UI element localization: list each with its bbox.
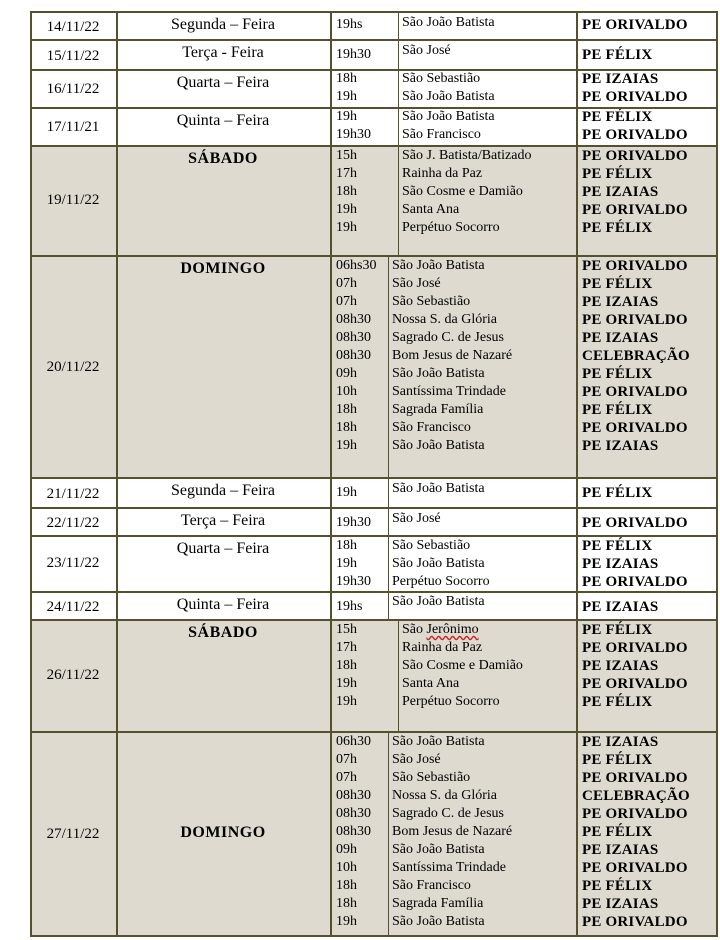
mass-time: 18h — [336, 896, 357, 911]
row-date: 27/11/22 — [46, 826, 100, 842]
row-date: 26/11/22 — [46, 667, 100, 683]
mass-time: 18h — [336, 658, 357, 673]
mass-time: 09h — [336, 366, 357, 381]
row-date: 17/11/21 — [46, 119, 100, 135]
row-divider — [30, 507, 718, 509]
mass-priest: PE ORIVALDO — [582, 640, 688, 656]
row-date: 15/11/22 — [46, 48, 100, 64]
mass-priest: CELEBRAÇÃO — [582, 788, 690, 804]
mass-priest: PE IZAIAS — [582, 556, 659, 572]
column-divider — [576, 12, 578, 40]
row-weekday: Quarta – Feira — [176, 540, 270, 557]
column-divider — [398, 146, 399, 256]
mass-church: São Francisco — [402, 127, 481, 142]
mass-priest: PE FÉLIX — [582, 166, 653, 182]
mass-priest: PE FÉLIX — [582, 752, 653, 768]
row-divider — [30, 11, 718, 13]
mass-time: 08h30 — [336, 788, 371, 803]
mass-priest: PE FÉLIX — [582, 878, 653, 894]
column-divider — [116, 108, 118, 146]
mass-priest: PE FÉLIX — [582, 109, 653, 125]
row-date: 16/11/22 — [46, 81, 100, 97]
column-divider — [388, 478, 389, 508]
mass-church: Santa Ana — [402, 202, 460, 217]
column-divider — [330, 536, 332, 592]
column-divider — [330, 256, 332, 478]
column-divider — [576, 146, 578, 256]
column-divider — [576, 536, 578, 592]
column-divider — [116, 12, 118, 40]
row-weekday: DOMINGO — [180, 824, 266, 841]
row-divider — [30, 477, 718, 479]
column-divider — [716, 40, 718, 70]
mass-time: 19h30 — [336, 574, 371, 589]
column-divider — [716, 620, 718, 732]
mass-church: São João Batista — [392, 438, 485, 453]
mass-priest: PE ORIVALDO — [582, 676, 688, 692]
schedule-row — [30, 256, 718, 478]
mass-time: 19h — [336, 202, 357, 217]
row-date: 20/11/22 — [46, 359, 100, 375]
mass-church: Perpétuo Socorro — [402, 694, 500, 709]
row-date: 21/11/22 — [46, 486, 100, 502]
mass-time: 10h — [336, 384, 357, 399]
row-date: 14/11/22 — [46, 19, 100, 35]
mass-priest: PE FÉLIX — [582, 47, 653, 63]
mass-time: 06h30 — [336, 734, 371, 749]
column-divider — [576, 592, 578, 620]
mass-priest: PE IZAIAS — [582, 71, 659, 87]
column-divider — [398, 70, 399, 108]
mass-church: Bom Jesus de Nazaré — [392, 824, 513, 839]
column-divider — [388, 536, 389, 592]
mass-church: São J. Batista/Batizado — [402, 148, 532, 163]
row-weekday: Segunda – Feira — [171, 482, 275, 499]
mass-priest: CELEBRAÇÃO — [582, 348, 690, 364]
column-divider — [576, 732, 578, 936]
mass-priest: PE FÉLIX — [582, 538, 653, 554]
column-divider — [716, 146, 718, 256]
mass-church: Rainha da Paz — [402, 640, 483, 655]
column-divider — [716, 536, 718, 592]
column-divider — [116, 40, 118, 70]
column-divider — [576, 620, 578, 732]
mass-church: São Jerônimo — [402, 622, 479, 637]
mass-church: Bom Jesus de Nazaré — [392, 348, 513, 363]
row-divider — [30, 935, 718, 937]
mass-time: 18h — [336, 420, 357, 435]
column-divider — [330, 732, 332, 936]
mass-priest: PE IZAIAS — [582, 842, 659, 858]
column-divider — [30, 732, 32, 936]
mass-church: Nossa S. da Glória — [392, 788, 497, 803]
mass-church: São João Batista — [392, 556, 485, 571]
mass-time: 19h30 — [336, 47, 371, 62]
column-divider — [330, 508, 332, 536]
mass-church: Sagrada Família — [392, 402, 484, 417]
mass-church: São José — [392, 511, 441, 526]
mass-church: São Cosme e Damião — [402, 658, 523, 673]
row-weekday: Terça – Feira — [180, 512, 266, 529]
mass-time: 19h — [336, 485, 357, 500]
mass-priest: PE FÉLIX — [582, 276, 653, 292]
mass-time: 19h — [336, 438, 357, 453]
column-divider — [576, 256, 578, 478]
mass-church: São João Batista — [392, 481, 485, 496]
schedule-row — [30, 478, 718, 508]
mass-time: 08h30 — [336, 330, 371, 345]
mass-church: São Francisco — [392, 420, 471, 435]
mass-church: São João Batista — [402, 89, 495, 104]
mass-time: 19h — [336, 109, 357, 124]
column-divider — [30, 12, 32, 40]
mass-priest: PE ORIVALDO — [582, 420, 688, 436]
row-date: 23/11/22 — [46, 555, 100, 571]
mass-church: São José — [392, 752, 441, 767]
schedule-row — [30, 592, 718, 620]
mass-priest: PE ORIVALDO — [582, 202, 688, 218]
mass-church: Santíssima Trindade — [392, 384, 506, 399]
mass-priest: PE FÉLIX — [582, 485, 653, 501]
column-divider — [576, 508, 578, 536]
mass-church: São José — [392, 276, 441, 291]
mass-priest: PE ORIVALDO — [582, 384, 688, 400]
mass-church: São Cosme e Damião — [402, 184, 523, 199]
mass-time: 08h30 — [336, 312, 371, 327]
row-divider — [30, 145, 718, 147]
mass-time: 07h — [336, 752, 357, 767]
mass-time: 18h — [336, 878, 357, 893]
mass-time: 15h — [336, 148, 357, 163]
mass-time: 18h — [336, 71, 357, 86]
column-divider — [116, 146, 118, 256]
column-divider — [116, 508, 118, 536]
mass-time: 19h30 — [336, 515, 371, 530]
column-divider — [330, 478, 332, 508]
mass-church: Sagrado C. de Jesus — [392, 330, 504, 345]
row-weekday: Terça - Feira — [182, 44, 264, 61]
column-divider — [716, 508, 718, 536]
mass-church: São Sebastião — [402, 71, 481, 86]
mass-time: 07h — [336, 294, 357, 309]
row-divider — [30, 619, 718, 621]
mass-priest: PE ORIVALDO — [582, 515, 688, 531]
column-divider — [30, 536, 32, 592]
column-divider — [30, 256, 32, 478]
mass-priest: PE IZAIAS — [582, 438, 659, 454]
mass-priest: PE IZAIAS — [582, 599, 659, 615]
mass-church: São João Batista — [392, 914, 485, 929]
column-divider — [330, 620, 332, 732]
mass-church: São Sebastião — [392, 294, 471, 309]
mass-church: São Sebastião — [392, 538, 471, 553]
mass-time: 19hs — [336, 17, 363, 32]
column-divider — [716, 108, 718, 146]
row-weekday: SÁBADO — [188, 624, 258, 641]
column-divider — [576, 70, 578, 108]
mass-priest: PE ORIVALDO — [582, 574, 688, 590]
mass-time: 18h — [336, 184, 357, 199]
row-divider — [30, 39, 718, 41]
mass-priest: PE IZAIAS — [582, 330, 659, 346]
mass-church: São Sebastião — [392, 770, 471, 785]
row-weekday: Quarta – Feira — [176, 74, 270, 91]
mass-time: 19h — [336, 694, 357, 709]
mass-time: 19h30 — [336, 127, 371, 142]
mass-priest: PE ORIVALDO — [582, 806, 688, 822]
row-divider — [30, 107, 718, 109]
column-divider — [30, 478, 32, 508]
mass-priest: PE ORIVALDO — [582, 148, 688, 164]
mass-church: Rainha da Paz — [402, 166, 483, 181]
mass-church: São João Batista — [392, 366, 485, 381]
mass-time: 19h — [336, 556, 357, 571]
row-weekday: SÁBADO — [188, 150, 258, 167]
column-divider — [330, 108, 332, 146]
schedule-row — [30, 146, 718, 256]
column-divider — [30, 592, 32, 620]
column-divider — [116, 256, 118, 478]
mass-priest: PE FÉLIX — [582, 366, 653, 382]
schedule-row — [30, 508, 718, 536]
mass-time: 17h — [336, 640, 357, 655]
mass-time: 06hs30 — [336, 258, 377, 273]
column-divider — [30, 108, 32, 146]
column-divider — [330, 40, 332, 70]
column-divider — [30, 620, 32, 732]
row-date: 22/11/22 — [46, 515, 100, 531]
mass-time: 18h — [336, 538, 357, 553]
column-divider — [716, 256, 718, 478]
mass-priest: PE ORIVALDO — [582, 89, 688, 105]
mass-priest: PE IZAIAS — [582, 734, 659, 750]
column-divider — [30, 40, 32, 70]
column-divider — [116, 732, 118, 936]
mass-time: 08h30 — [336, 824, 371, 839]
row-divider — [30, 255, 718, 257]
column-divider — [330, 592, 332, 620]
column-divider — [716, 592, 718, 620]
column-divider — [116, 70, 118, 108]
schedule-row — [30, 620, 718, 732]
column-divider — [398, 620, 399, 732]
mass-time: 19h — [336, 914, 357, 929]
mass-priest: PE ORIVALDO — [582, 914, 688, 930]
mass-priest: PE ORIVALDO — [582, 770, 688, 786]
mass-church: São João Batista — [392, 594, 485, 609]
mass-priest: PE FÉLIX — [582, 694, 653, 710]
mass-priest: PE ORIVALDO — [582, 312, 688, 328]
schedule-row — [30, 536, 718, 592]
column-divider — [398, 108, 399, 146]
column-divider — [330, 12, 332, 40]
column-divider — [576, 478, 578, 508]
mass-priest: PE FÉLIX — [582, 220, 653, 236]
schedule-row — [30, 12, 718, 40]
mass-priest: PE IZAIAS — [582, 896, 659, 912]
column-divider — [716, 732, 718, 936]
mass-priest: PE FÉLIX — [582, 824, 653, 840]
row-weekday: Quinta – Feira — [176, 112, 270, 129]
mass-time: 19h — [336, 220, 357, 235]
mass-time: 08h30 — [336, 348, 371, 363]
mass-priest: PE ORIVALDO — [582, 860, 688, 876]
row-divider — [30, 591, 718, 593]
row-weekday: Segunda – Feira — [171, 16, 275, 33]
mass-church: São João Batista — [402, 109, 495, 124]
column-divider — [30, 70, 32, 108]
column-divider — [30, 508, 32, 536]
mass-church: São João Batista — [392, 734, 485, 749]
mass-priest: PE IZAIAS — [582, 184, 659, 200]
mass-time: 19h — [336, 89, 357, 104]
row-divider — [30, 535, 718, 537]
column-divider — [388, 732, 389, 936]
column-divider — [398, 40, 399, 70]
mass-priest: PE ORIVALDO — [582, 127, 688, 143]
mass-priest: PE FÉLIX — [582, 402, 653, 418]
mass-time: 18h — [336, 402, 357, 417]
mass-church: São João Batista — [402, 15, 495, 30]
column-divider — [388, 508, 389, 536]
column-divider — [116, 620, 118, 732]
mass-priest: PE IZAIAS — [582, 658, 659, 674]
mass-time: 08h30 — [336, 806, 371, 821]
column-divider — [116, 592, 118, 620]
mass-church: Sagrado C. de Jesus — [392, 806, 504, 821]
mass-church: São João Batista — [392, 842, 485, 857]
mass-church: São Francisco — [392, 878, 471, 893]
column-divider — [388, 592, 389, 620]
mass-time: 07h — [336, 276, 357, 291]
schedule-row — [30, 70, 718, 108]
row-divider — [30, 69, 718, 71]
mass-church: Nossa S. da Glória — [392, 312, 497, 327]
mass-church: Perpétuo Socorro — [392, 574, 490, 589]
mass-time: 15h — [336, 622, 357, 637]
row-date: 19/11/22 — [46, 192, 100, 208]
mass-priest: PE ORIVALDO — [582, 258, 688, 274]
mass-church: São João Batista — [392, 258, 485, 273]
mass-church: Sagrada Família — [392, 896, 484, 911]
mass-priest: PE IZAIAS — [582, 294, 659, 310]
schedule-row — [30, 732, 718, 936]
column-divider — [330, 70, 332, 108]
mass-church: São José — [402, 43, 451, 58]
column-divider — [330, 146, 332, 256]
column-divider — [30, 146, 32, 256]
column-divider — [716, 12, 718, 40]
column-divider — [116, 536, 118, 592]
mass-time: 09h — [336, 842, 357, 857]
row-weekday: Quinta – Feira — [176, 596, 270, 613]
column-divider — [576, 108, 578, 146]
mass-church: Santíssima Trindade — [392, 860, 506, 875]
mass-time: 07h — [336, 770, 357, 785]
mass-time: 19hs — [336, 599, 363, 614]
column-divider — [716, 70, 718, 108]
schedule-row — [30, 40, 718, 70]
mass-time: 19h — [336, 676, 357, 691]
mass-time: 17h — [336, 166, 357, 181]
column-divider — [116, 478, 118, 508]
row-date: 24/11/22 — [46, 599, 100, 615]
mass-time: 10h — [336, 860, 357, 875]
mass-priest: PE ORIVALDO — [582, 17, 688, 33]
schedule-row — [30, 108, 718, 146]
column-divider — [576, 40, 578, 70]
column-divider — [388, 256, 389, 478]
mass-church: Santa Ana — [402, 676, 460, 691]
column-divider — [716, 478, 718, 508]
row-divider — [30, 731, 718, 733]
mass-priest: PE FÉLIX — [582, 622, 653, 638]
row-weekday: DOMINGO — [180, 260, 266, 277]
column-divider — [398, 12, 399, 40]
mass-church: Perpétuo Socorro — [402, 220, 500, 235]
